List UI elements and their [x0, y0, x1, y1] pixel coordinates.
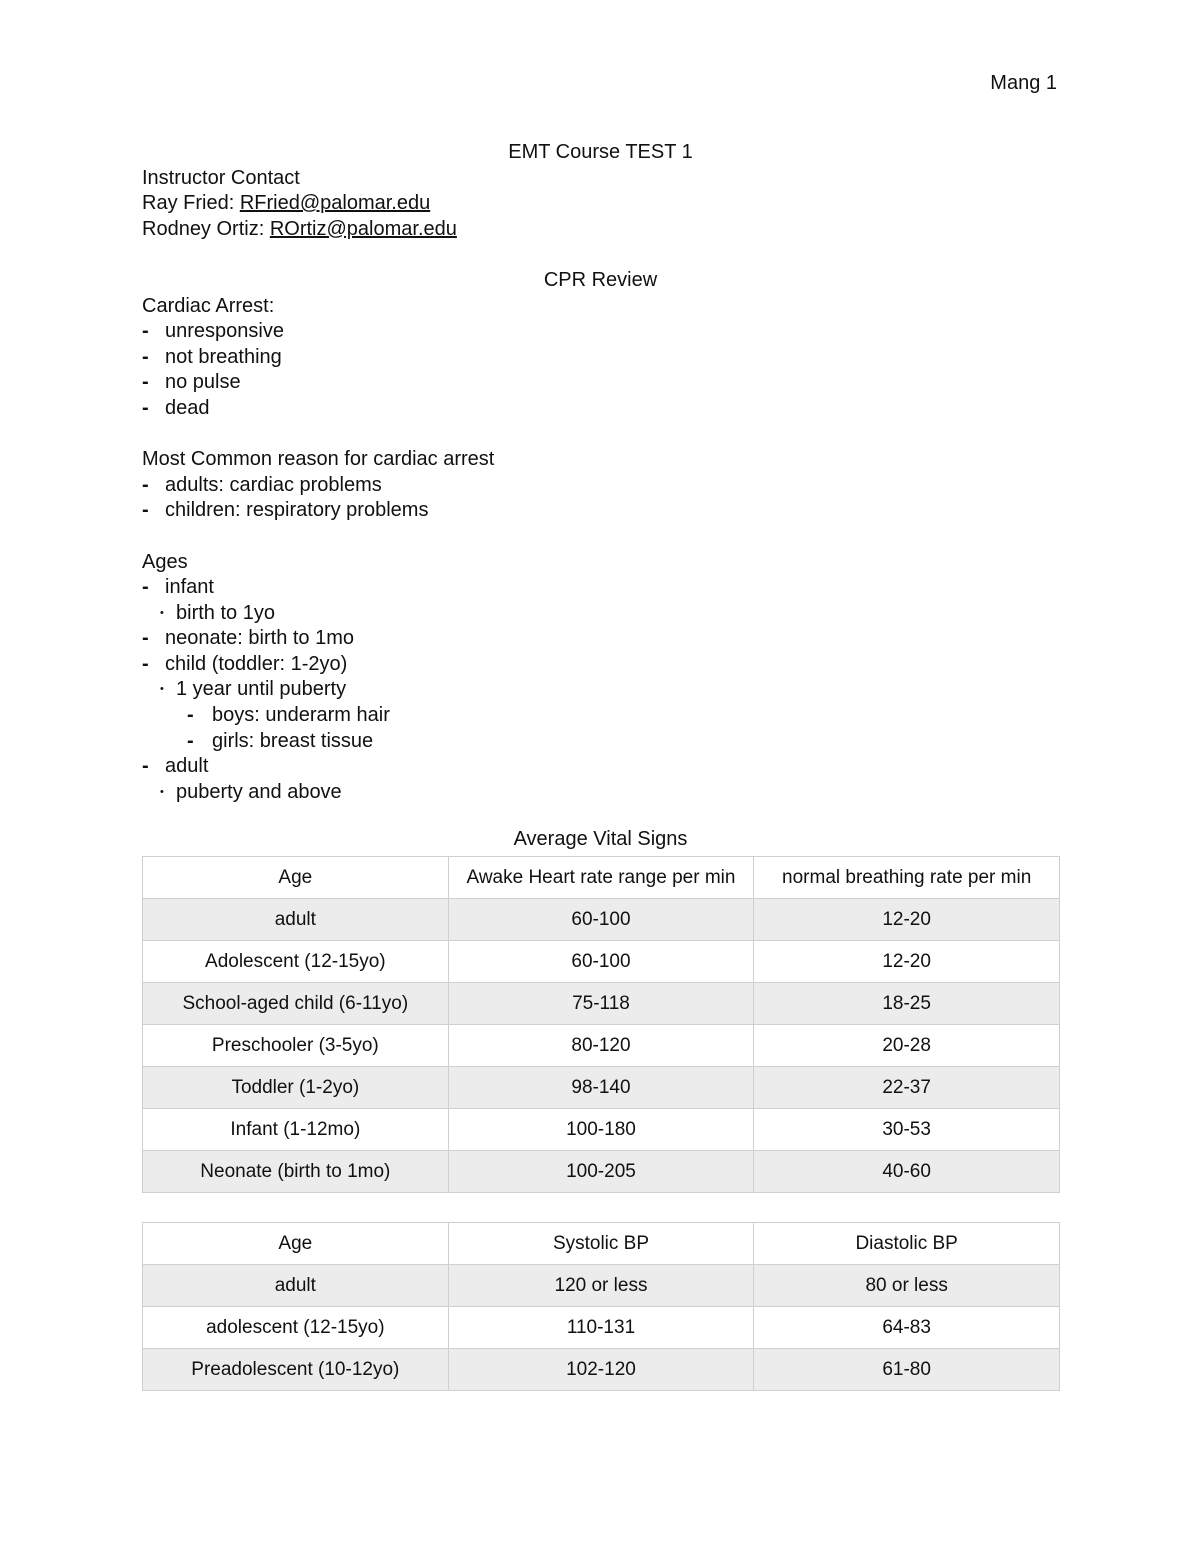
sub-sub-list-item: - girls: breast tissue [142, 729, 1059, 755]
table-cell: adolescent (12-15yo) [143, 1307, 449, 1349]
table-row [143, 983, 1060, 1025]
list-item: - dead [142, 396, 1059, 422]
table-cell: Preadolescent (10-12yo) [143, 1349, 449, 1391]
instructor-name: Rodney Ortiz: [142, 217, 270, 240]
section-heading-cpr: CPR Review [543, 268, 658, 291]
table-row [143, 1151, 1060, 1193]
cardiac-arrest-heading: Cardiac Arrest: [142, 294, 275, 317]
table-cell: 60-100 [448, 899, 754, 941]
table-row [143, 941, 1060, 983]
list-item: - no pulse [142, 370, 1059, 396]
document-title: EMT Course TEST 1 [508, 141, 693, 163]
table-cell: 12-20 [754, 899, 1060, 941]
table-row [143, 1307, 1060, 1349]
table-cell: 80-120 [448, 1025, 754, 1067]
instructor-email-link[interactable]: ROrtiz@palomar.edu [269, 217, 457, 240]
table-cell: 30-53 [754, 1109, 1060, 1151]
table-header-cell: Age [143, 857, 449, 899]
table-cell: Preschooler (3-5yo) [143, 1025, 449, 1067]
table-cell: 64-83 [754, 1307, 1060, 1349]
table-row [143, 1109, 1060, 1151]
instructor-name: Ray Fried: [142, 192, 240, 215]
sub-list-item: • 1 year until puberty [142, 677, 1059, 703]
list-item: - children: respiratory problems [142, 498, 1059, 524]
table-cell: adult [143, 899, 449, 941]
table-cell: 12-20 [754, 941, 1060, 983]
blood-pressure-table [142, 1222, 1060, 1391]
list-item: - not breathing [142, 345, 1059, 371]
table-cell: School-aged child (6-11yo) [143, 983, 449, 1025]
page-header-label: Mang 1 [990, 72, 1057, 94]
list-item: - infant [142, 575, 1059, 601]
table-header-row [143, 857, 1060, 899]
table-header-cell: Systolic BP [448, 1223, 754, 1265]
table-header-cell: Awake Heart rate range per min [448, 857, 754, 899]
common-reason-heading: Most Common reason for cardiac arrest [142, 448, 495, 471]
table-header-cell: Age [143, 1223, 449, 1265]
list-item: - neonate: birth to 1mo [142, 626, 1059, 652]
table-row [143, 1265, 1060, 1307]
table-row [143, 1067, 1060, 1109]
table-cell: adult [143, 1265, 449, 1307]
vital-signs-table [142, 856, 1060, 1193]
table-header-row [143, 1223, 1060, 1265]
list-item: - unresponsive [142, 319, 1059, 345]
sub-list-item: • puberty and above [142, 780, 1059, 806]
table-cell: 102-120 [448, 1349, 754, 1391]
vitals-heading: Average Vital Signs [513, 828, 688, 851]
instructor-contact-1 [142, 191, 1059, 217]
list-item: - child (toddler: 1-2yo) [142, 652, 1059, 678]
table-cell: 120 or less [448, 1265, 754, 1307]
table-cell: Adolescent (12-15yo) [143, 941, 449, 983]
instructor-email-link[interactable]: RFried@palomar.edu [239, 192, 431, 215]
table-header-cell: Diastolic BP [754, 1223, 1060, 1265]
contact-heading: Instructor Contact [142, 166, 300, 189]
table-cell: 98-140 [448, 1067, 754, 1109]
list-item: - adult [142, 754, 1059, 780]
table-row [143, 899, 1060, 941]
table-header-cell: normal breathing rate per min [754, 857, 1060, 899]
table-cell: 40-60 [754, 1151, 1060, 1193]
table-cell: 110-131 [448, 1307, 754, 1349]
table-cell: 22-37 [754, 1067, 1060, 1109]
table-cell: 18-25 [754, 983, 1060, 1025]
sub-sub-list-item: - boys: underarm hair [142, 703, 1059, 729]
table-cell: Infant (1-12mo) [143, 1109, 449, 1151]
document-body [142, 140, 1059, 1391]
table-row [143, 1349, 1060, 1391]
table-cell: Neonate (birth to 1mo) [143, 1151, 449, 1193]
table-cell: 60-100 [448, 941, 754, 983]
ages-heading: Ages [142, 550, 188, 573]
table-cell: 61-80 [754, 1349, 1060, 1391]
table-cell: 80 or less [754, 1265, 1060, 1307]
instructor-contact-2 [142, 217, 1059, 243]
sub-list-item: • birth to 1yo [142, 601, 1059, 627]
list-item: - adults: cardiac problems [142, 473, 1059, 499]
table-cell: 75-118 [448, 983, 754, 1025]
table-cell: 20-28 [754, 1025, 1060, 1067]
table-cell: 100-205 [448, 1151, 754, 1193]
table-cell: 100-180 [448, 1109, 754, 1151]
table-cell: Toddler (1-2yo) [143, 1067, 449, 1109]
table-row [143, 1025, 1060, 1067]
